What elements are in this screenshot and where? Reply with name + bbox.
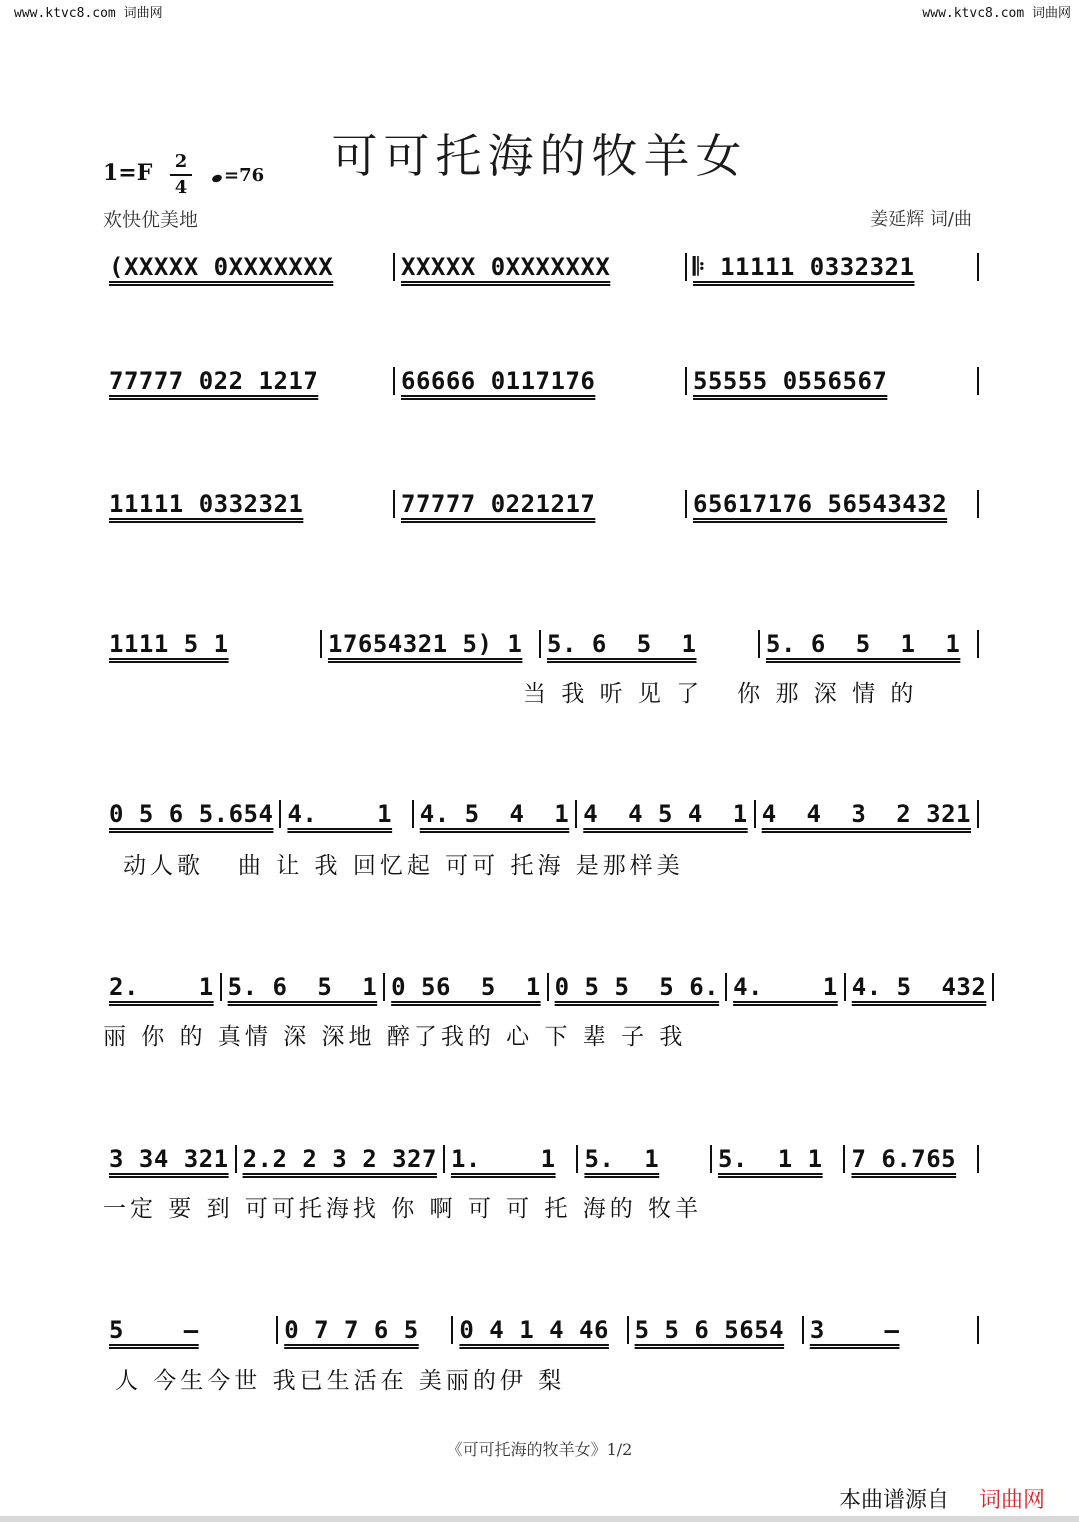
watermark-left: www.ktvc8.com 词曲网 bbox=[14, 6, 163, 21]
measure: XXXXX 0XXXXXXX bbox=[395, 253, 687, 281]
time-bottom: 4 bbox=[174, 177, 188, 198]
lyrics-line-3: 丽 你 的 真情 深 深地 醉了我的 心 下 辈 子 我 bbox=[103, 1024, 687, 1050]
lyrics-line-4: 一定 要 到 可可托海找 你 啊 可 可 托 海的 牧羊 bbox=[103, 1196, 703, 1222]
measure: 0 56 5 1 bbox=[385, 973, 549, 1001]
quarter-note-icon bbox=[211, 174, 223, 184]
song-title: 可可托海的牧羊女 bbox=[331, 129, 748, 183]
tempo-value: =76 bbox=[224, 165, 265, 186]
notation-row-6 bbox=[103, 973, 987, 1001]
measure: 4 4 3 2 321 bbox=[756, 800, 979, 828]
measure: 4. 1 bbox=[281, 800, 413, 828]
measure: 1111 5 1 bbox=[103, 630, 322, 658]
source-label: 本曲谱源自 bbox=[838, 1488, 949, 1513]
measure: 65617176 56543432 bbox=[687, 490, 979, 518]
measure: 0 5 5 5 6. bbox=[549, 973, 727, 1001]
watermark-right: www.ktvc8.com 词曲网 bbox=[922, 6, 1071, 21]
tempo-marking bbox=[212, 165, 264, 186]
measure: 2.2 2 3 2 327 bbox=[237, 1145, 445, 1173]
composer-credit: 姜延辉 词/曲 bbox=[870, 209, 972, 230]
measure: 55555 0556567 bbox=[687, 367, 979, 395]
time-top: 2 bbox=[174, 151, 188, 172]
time-signature bbox=[170, 152, 192, 198]
lyrics-line-5: 人 今生今世 我已生活在 美丽的伊 梨 bbox=[115, 1368, 566, 1394]
notation-row-2 bbox=[103, 367, 979, 395]
measure: 0 4 1 4 46 bbox=[453, 1316, 628, 1344]
notation-row-8 bbox=[103, 1316, 979, 1344]
measure: 5. 6 5 1 bbox=[222, 973, 386, 1001]
measure: 77777 0221217 bbox=[395, 490, 687, 518]
notation-row-5 bbox=[103, 800, 979, 828]
lyrics-line-2: 动人歌 曲 让 我 回忆起 可可 托海 是那样美 bbox=[123, 853, 684, 879]
measure: 66666 0117176 bbox=[395, 367, 687, 395]
measure: 4. 5 432 bbox=[846, 973, 995, 1001]
page-footer: 《可可托海的牧羊女》1/2 bbox=[446, 1440, 633, 1459]
measure: 5. 1 bbox=[578, 1145, 712, 1173]
expression-marking: 欢快优美地 bbox=[103, 209, 199, 231]
notation-row-3 bbox=[103, 490, 979, 518]
measure: 2. 1 bbox=[103, 973, 222, 1001]
bottom-bar bbox=[0, 1516, 1079, 1522]
lyrics-line-1: 当 我 听 见 了 你 那 深 情 的 bbox=[523, 681, 918, 707]
measure: 3 34 321 bbox=[103, 1145, 237, 1173]
measure: 4. 1 bbox=[727, 973, 846, 1001]
measure: 1. 1 bbox=[445, 1145, 579, 1173]
brand-link[interactable]: 词曲网 bbox=[978, 1488, 1045, 1513]
measure: 𝄆 11111 0332321 bbox=[687, 253, 979, 281]
key-signature: 1=F bbox=[103, 160, 153, 186]
measure: 0 5 6 5.654 bbox=[103, 800, 281, 828]
measure: 11111 0332321 bbox=[103, 490, 395, 518]
measure: 77777 022 1217 bbox=[103, 367, 395, 395]
measure: 4 4 5 4 1 bbox=[577, 800, 755, 828]
measure: 5. 6 5 1 bbox=[541, 630, 760, 658]
measure: 5. 1 1 bbox=[712, 1145, 846, 1173]
measure: 5 5 6 5654 bbox=[629, 1316, 804, 1344]
measure: 4. 5 4 1 bbox=[414, 800, 578, 828]
notation-row-1 bbox=[103, 253, 979, 281]
measure: (XXXXX 0XXXXXXX bbox=[103, 253, 395, 281]
measure: 5 – bbox=[103, 1316, 278, 1344]
measure: 3 – bbox=[804, 1316, 979, 1344]
notation-row-7 bbox=[103, 1145, 979, 1173]
measure: 0 7 7 6 5 bbox=[278, 1316, 453, 1344]
notation-row-4 bbox=[103, 630, 979, 658]
measure: 17654321 5) 1 bbox=[322, 630, 541, 658]
measure: 5. 6 5 1 1 bbox=[760, 630, 979, 658]
measure: 7 6.765 bbox=[845, 1145, 979, 1173]
